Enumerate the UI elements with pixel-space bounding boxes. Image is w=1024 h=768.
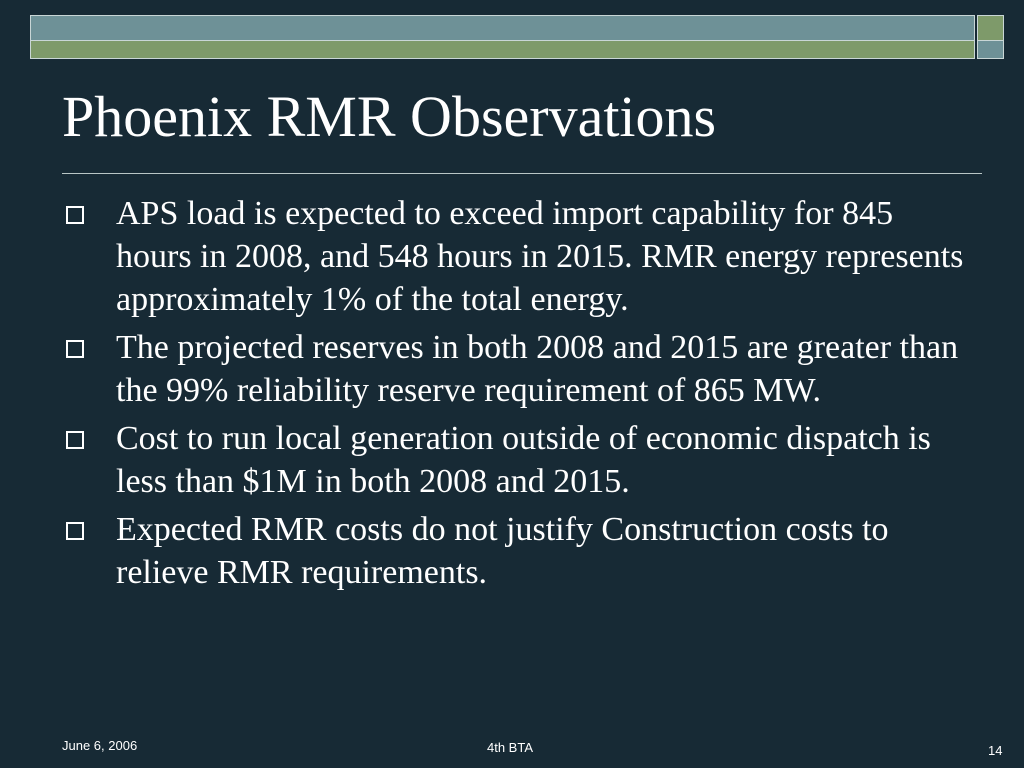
bullet-item <box>62 417 972 503</box>
bullet-item <box>62 508 972 594</box>
bullet-text: APS load is expected to exceed import capability for 845 hours in 2008, and 548 hours in 2015. RMR energy represents approximately 1% of the total energy. <box>116 195 964 318</box>
square-bullet-icon <box>66 522 84 540</box>
header-square-green <box>977 15 1004 41</box>
bullet-text: The projected reserves in both 2008 and 2015 are greater than the 99% reliability reserve requirement of 865 MW. <box>116 329 959 409</box>
bullet-text: Cost to run local generation outside of economic dispatch is less than $1M in both 2008 and 2015. <box>116 420 931 500</box>
header-bar-green <box>30 41 975 59</box>
slide-title: Phoenix RMR Observations <box>62 84 717 149</box>
bullet-text: Expected RMR costs do not justify Construction costs to relieve RMR requirements. <box>116 511 889 591</box>
title-divider <box>62 173 982 174</box>
square-bullet-icon <box>66 206 84 224</box>
footer-event: 4th BTA <box>487 740 534 755</box>
header-square-teal <box>977 41 1004 59</box>
page-number: 14 <box>988 743 1003 758</box>
footer-date: June 6, 2006 <box>62 738 138 753</box>
square-bullet-icon <box>66 431 84 449</box>
bullet-list <box>62 192 972 599</box>
bullet-item <box>62 326 972 412</box>
bullet-item <box>62 192 972 321</box>
square-bullet-icon <box>66 340 84 358</box>
header-bar-teal <box>30 15 975 41</box>
